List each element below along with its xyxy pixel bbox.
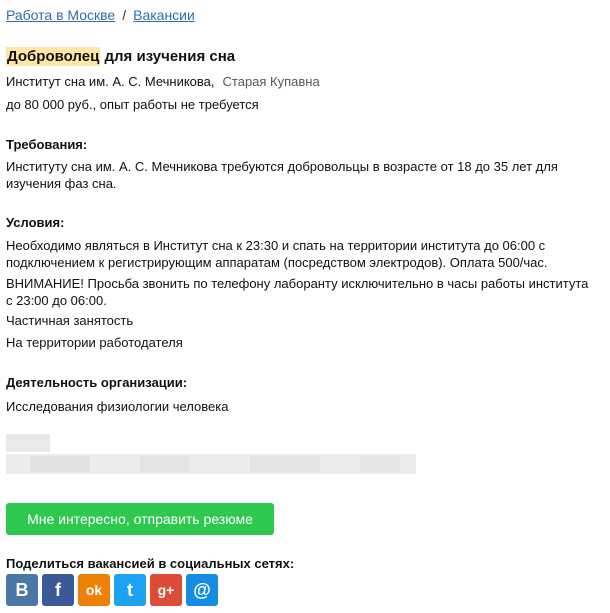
breadcrumb-separator: /: [122, 7, 127, 23]
company-location: Старая Купавна: [222, 74, 320, 89]
conditions-text-1: Необходимо являться в Институт сна к 23:30 и спать на территории института до 06:00 с подключением к регистрирующим аппаратам (посредством электродов). Оплата 500/час.: [6, 238, 548, 270]
social-share-buttons: [6, 574, 218, 606]
vacancy-title: [6, 48, 235, 65]
conditions-text-3: Частичная занятость: [6, 313, 134, 328]
requirements-text: Институту сна им. А. С. Мечникова требуются добровольцы в возрасте от 18 до 35 лет для изучения фаз сна.: [6, 159, 558, 191]
breadcrumb-link-vacancies[interactable]: Вакансии: [133, 7, 195, 23]
activity-heading: Деятельность организации:: [6, 375, 188, 390]
facebook-icon[interactable]: f: [42, 574, 74, 606]
breadcrumb-link-moscow-jobs[interactable]: Работа в Москве: [6, 7, 116, 23]
company-line: [6, 74, 320, 89]
title-rest: для изучения сна: [100, 48, 236, 65]
salary-info: до 80 000 руб., опыт работы не требуется: [6, 97, 259, 112]
twitter-icon[interactable]: t: [114, 574, 146, 606]
conditions-text-2: ВНИМАНИЕ! Просьба звонить по телефону лаборанту исключительно в часы работы института с 23:00 до 06:00.: [6, 276, 589, 308]
activity-text: Исследования физиологии человека: [6, 399, 229, 414]
redacted-contact-info: [0, 430, 430, 478]
conditions-heading: Условия:: [6, 215, 65, 230]
mail-icon[interactable]: @: [186, 574, 218, 606]
vk-icon[interactable]: В: [6, 574, 38, 606]
odnoklassniki-icon[interactable]: ok: [78, 574, 110, 606]
breadcrumb: [6, 7, 195, 23]
apply-button[interactable]: Мне интересно, отправить резюме: [6, 503, 274, 535]
share-title: Поделиться вакансией в социальных сетях:: [6, 556, 295, 571]
title-highlight: Доброволец: [7, 48, 100, 65]
google-plus-icon[interactable]: g+: [150, 574, 182, 606]
company-name: Институт сна им. А. С. Мечникова,: [6, 74, 215, 89]
conditions-text-4: На территории работодателя: [6, 335, 183, 350]
requirements-heading: Требования:: [6, 137, 88, 152]
